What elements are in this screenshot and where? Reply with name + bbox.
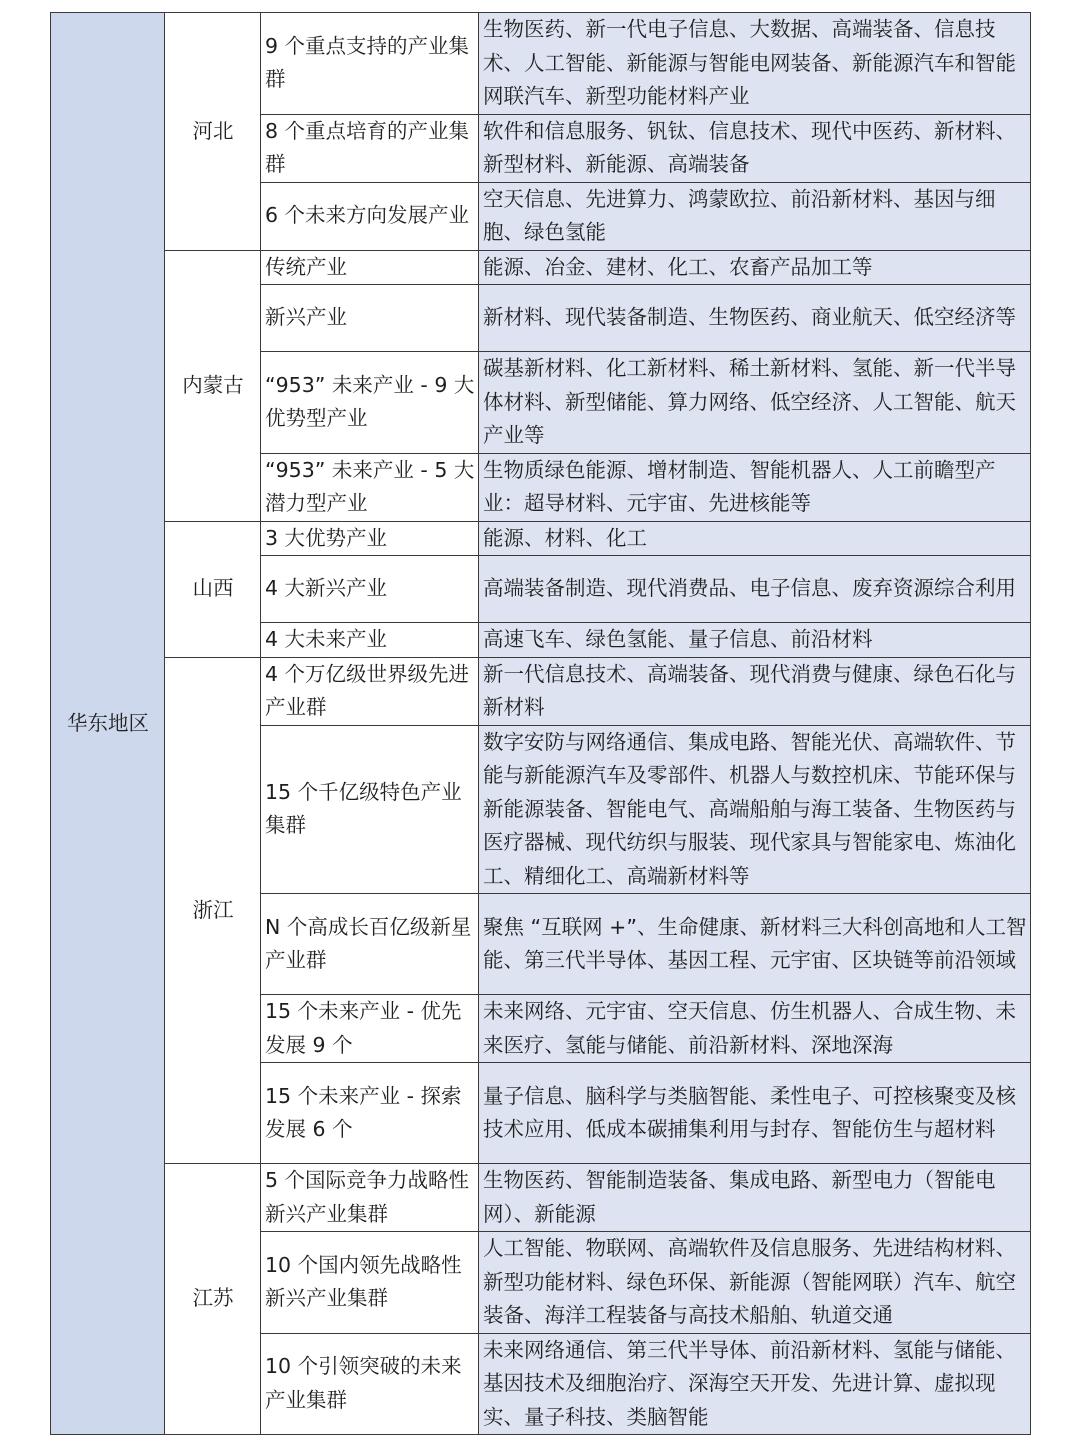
details-cell: 高端装备制造、现代消费品、电子信息、废弃资源综合利用 (479, 556, 1031, 623)
category-cell: 3 大优势产业 (261, 521, 479, 556)
category-cell: 15 个未来产业 - 探索发展 6 个 (261, 1063, 479, 1164)
table-row (51, 13, 1031, 115)
category-cell: 15 个千亿级特色产业集群 (261, 725, 479, 894)
details-cell: 量子信息、脑科学与类脑智能、柔性电子、可控核聚变及核技术应用、低成本碳捕集利用与封存、智能仿生与超材料 (479, 1063, 1031, 1164)
category-cell: “953” 未来产业 - 9 大优势型产业 (261, 352, 479, 454)
province-cell: 河北 (165, 13, 261, 251)
category-cell: N 个高成长百亿级新星产业群 (261, 894, 479, 995)
category-cell: 5 个国际竞争力战略性新兴产业集群 (261, 1164, 479, 1232)
province-cell: 浙江 (165, 657, 261, 1164)
category-cell: 6 个未来方向发展产业 (261, 182, 479, 250)
details-cell: 未来网络通信、第三代半导体、前沿新材料、氢能与储能、基因技术及细胞治疗、深海空天开发、先进计算、虚拟现实、量子科技、类脑智能 (479, 1333, 1031, 1435)
details-cell: 生物医药、新一代电子信息、大数据、高端装备、信息技术、人工智能、新能源与智能电网装备、新能源汽车和智能网联汽车、新型功能材料产业 (479, 13, 1031, 115)
category-cell: 15 个未来产业 - 优先发展 9 个 (261, 995, 479, 1063)
details-cell: 生物质绿色能源、增材制造、智能机器人、人工前瞻型产业：超导材料、元宇宙、先进核能等 (479, 453, 1031, 521)
category-cell: 4 大未来产业 (261, 623, 479, 658)
table-row (51, 1164, 1031, 1232)
details-cell: 空天信息、先进算力、鸿蒙欧拉、前沿新材料、基因与细胞、绿色氢能 (479, 182, 1031, 250)
category-cell: 9 个重点支持的产业集群 (261, 13, 479, 115)
province-cell: 内蒙古 (165, 250, 261, 521)
industry-table (50, 12, 1031, 1435)
category-cell: 传统产业 (261, 250, 479, 285)
category-cell: 10 个引领突破的未来产业集群 (261, 1333, 479, 1435)
category-cell: 4 个万亿级世界级先进产业群 (261, 657, 479, 725)
category-cell: 10 个国内领先战略性新兴产业集群 (261, 1232, 479, 1334)
details-cell: 新一代信息技术、高端装备、现代消费与健康、绿色石化与新材料 (479, 657, 1031, 725)
region-cell: 华东地区 (51, 13, 165, 1435)
table-row (51, 250, 1031, 285)
details-cell: 聚焦 “互联网 +”、生命健康、新材料三大科创高地和人工智能、第三代半导体、基因工程、元宇宙、区块链等前沿领域 (479, 894, 1031, 995)
details-cell: 未来网络、元宇宙、空天信息、仿生机器人、合成生物、未来医疗、氢能与储能、前沿新材料、深地深海 (479, 995, 1031, 1063)
table-row (51, 657, 1031, 725)
details-cell: 碳基新材料、化工新材料、稀土新材料、氢能、新一代半导体材料、新型储能、算力网络、低空经济、人工智能、航天产业等 (479, 352, 1031, 454)
province-cell: 山西 (165, 521, 261, 657)
details-cell: 生物医药、智能制造装备、集成电路、新型电力（智能电网）、新能源 (479, 1164, 1031, 1232)
details-cell: 能源、冶金、建材、化工、农畜产品加工等 (479, 250, 1031, 285)
category-cell: 4 大新兴产业 (261, 556, 479, 623)
details-cell: 数字安防与网络通信、集成电路、智能光伏、高端软件、节能与新能源汽车及零部件、机器人与数控机床、节能环保与新能源装备、智能电气、高端船舶与海工装备、生物医药与医疗器械、现代纺织与服装、现代家具与智能家电、炼油化工、精细化工、高端新材料等 (479, 725, 1031, 894)
category-cell: 新兴产业 (261, 285, 479, 352)
details-cell: 高速飞车、绿色氢能、量子信息、前沿材料 (479, 623, 1031, 658)
details-cell: 软件和信息服务、钒钛、信息技术、现代中医药、新材料、新型材料、新能源、高端装备 (479, 114, 1031, 182)
table-row (51, 521, 1031, 556)
details-cell: 人工智能、物联网、高端软件及信息服务、先进结构材料、新型功能材料、绿色环保、新能源（智能网联）汽车、航空装备、海洋工程装备与高技术船舶、轨道交通 (479, 1232, 1031, 1334)
details-cell: 新材料、现代装备制造、生物医药、商业航天、低空经济等 (479, 285, 1031, 352)
category-cell: “953” 未来产业 - 5 大潜力型产业 (261, 453, 479, 521)
category-cell: 8 个重点培育的产业集群 (261, 114, 479, 182)
details-cell: 能源、材料、化工 (479, 521, 1031, 556)
province-cell: 江苏 (165, 1164, 261, 1435)
